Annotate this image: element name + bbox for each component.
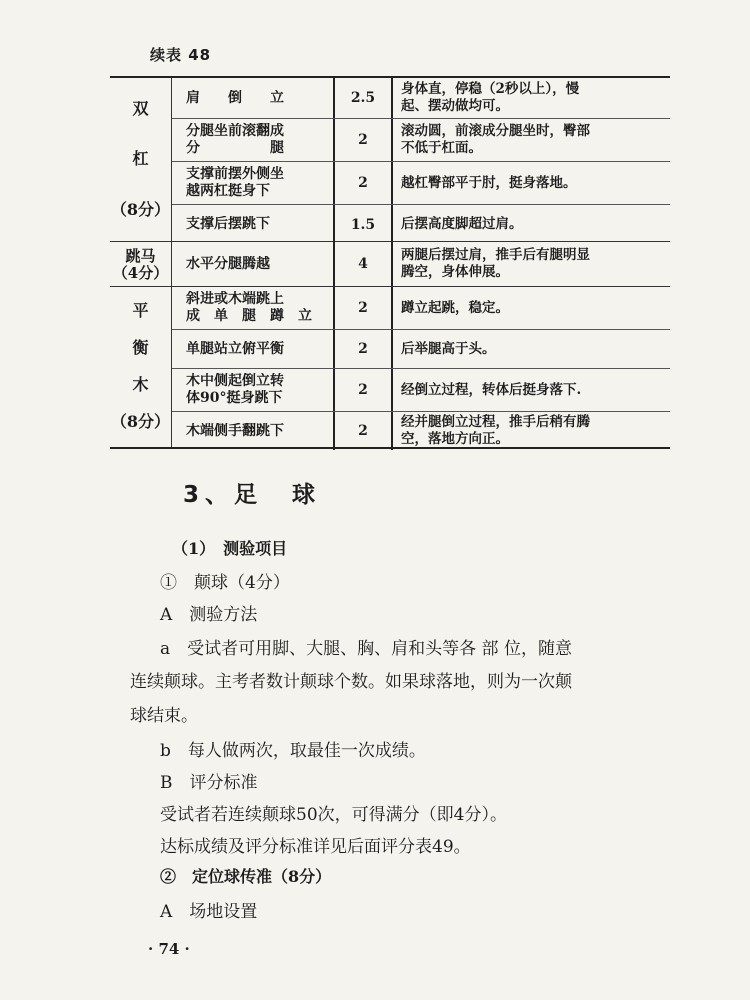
- score-cell: 2: [335, 119, 393, 161]
- item-name-cell: [172, 369, 335, 411]
- table-row: [172, 368, 670, 411]
- item-name-line: 斜进或木端跳上: [186, 291, 284, 307]
- item-name-line: 木端侧手翻跳下: [186, 422, 284, 439]
- requirement-cell: [393, 162, 670, 204]
- item-heading: ② 定位球传准（8分）: [160, 867, 332, 886]
- requirement-line: 后举腿高于头。: [401, 340, 496, 357]
- item-name-line: 水平分腿腾越: [186, 255, 270, 272]
- requirement-cell: [393, 119, 670, 161]
- item-name-cell: [172, 412, 335, 450]
- group-label: [110, 287, 172, 447]
- score-cell: 1.5: [335, 205, 393, 244]
- group-label-part: 衡: [132, 338, 149, 358]
- requirement-line: 蹲立起跳，稳定。: [401, 299, 509, 316]
- group-label: [110, 242, 172, 286]
- item-name-cell: [172, 205, 335, 244]
- scoring-table: [110, 76, 670, 449]
- method-heading: A 测验方法: [160, 605, 258, 625]
- score-cell: 2: [335, 369, 393, 411]
- group-label-part: 双: [132, 98, 149, 118]
- continuation-title: 续表 48: [150, 46, 212, 64]
- table-row: [172, 161, 670, 204]
- requirement-cell: [393, 369, 670, 411]
- group-label-part: （8分）: [110, 199, 171, 219]
- requirement-line: 腾空，身体伸展。: [401, 264, 509, 280]
- score-cell: 2: [335, 162, 393, 204]
- item-name-cell: [172, 242, 335, 286]
- table-row: [172, 78, 670, 118]
- group-label-part: 平: [132, 301, 149, 321]
- requirement-line: 身体直，停稳（2秒以上），慢: [401, 81, 580, 97]
- requirement-line: 两腿后摆过肩，推手后有腿明显: [401, 247, 590, 263]
- table-row: [172, 118, 670, 161]
- item-name-line: 体90°挺身跳下: [186, 390, 283, 406]
- item-name-cell: [172, 162, 335, 204]
- item-name-line: 肩 倒 立: [186, 89, 284, 106]
- score-cell: 2: [335, 412, 393, 450]
- item-name-line: 分 腿: [186, 140, 284, 156]
- item-name-cell: [172, 119, 335, 161]
- paragraph-line: b 每人做两次，取最佳一次成绩。: [160, 741, 426, 761]
- table-group-vault: [110, 241, 670, 286]
- requirement-line: 后摆高度脚超过肩。: [401, 216, 523, 232]
- page-number: · 74 ·: [148, 940, 190, 958]
- table-group-balance-beam: [110, 286, 670, 447]
- item-name-line: 支撑前摆外侧坐: [186, 166, 284, 182]
- score-cell: 4: [335, 242, 393, 286]
- scoring-heading: B 评分标准: [160, 773, 258, 793]
- score-cell: 2: [335, 287, 393, 329]
- table-row: [172, 287, 670, 329]
- score-cell: 2.5: [335, 78, 393, 118]
- requirement-line: 经并腿倒立过程，推手后稍有腾: [401, 414, 590, 430]
- item-name-line: 木中侧起倒立转: [186, 373, 284, 389]
- requirement-cell: [393, 78, 670, 118]
- item-name-line: 单腿站立俯平衡: [186, 340, 284, 357]
- table-row: [172, 204, 670, 244]
- group-label-part: （8分）: [110, 412, 171, 432]
- table-row: [172, 411, 670, 450]
- table-row: [172, 329, 670, 368]
- score-cell: 2: [335, 330, 393, 368]
- item-name-cell: [172, 78, 335, 118]
- group-label-part: 木: [132, 375, 149, 395]
- group-label-part: （4分）: [112, 264, 169, 283]
- item-name-line: 支撑后摆跳下: [186, 216, 270, 232]
- field-setup-heading: A 场地设置: [160, 902, 258, 922]
- item-name-cell: [172, 287, 335, 329]
- item-name-line: 成 单 腿 蹲 立: [186, 308, 312, 324]
- item-name-cell: [172, 330, 335, 368]
- paragraph-line: 达标成绩及评分标准详见后面评分表49。: [160, 837, 471, 857]
- item-name-line: 越两杠挺身下: [186, 183, 270, 199]
- requirement-cell: [393, 412, 670, 450]
- group-label: [110, 78, 172, 241]
- item-name-line: 分腿坐前滚翻成: [186, 123, 284, 139]
- item-heading: ① 颠球（4分）: [160, 573, 290, 593]
- requirement-line: 空，落地方向正。: [401, 431, 509, 447]
- requirement-cell: [393, 330, 670, 368]
- requirement-cell: [393, 242, 670, 286]
- group-label-part: 杠: [132, 149, 149, 169]
- requirement-cell: [393, 287, 670, 329]
- paragraph-line: 球结束。: [130, 706, 198, 726]
- requirement-line: 经倒立过程，转体后挺身落下.: [401, 381, 582, 398]
- table-row: [172, 242, 670, 286]
- subsection-heading: （1） 测验项目: [172, 539, 288, 558]
- group-label-part: 跳马: [125, 247, 156, 265]
- table-group-parallel-bars: [110, 78, 670, 241]
- paragraph-line: 受试者若连续颠球50次，可得满分（即4分）。: [160, 805, 507, 825]
- requirement-line: 越杠臀部平于肘，挺身落地。: [401, 174, 577, 191]
- requirement-line: 滚动圆，前滚成分腿坐时，臀部: [401, 123, 590, 139]
- paragraph-line: 连续颠球。主考者数计颠球个数。如果球落地，则为一次颠: [130, 672, 572, 692]
- requirement-cell: [393, 205, 670, 244]
- requirement-line: 起、摆动做均可。: [401, 98, 509, 114]
- section-heading: 3、足 球: [183, 482, 322, 508]
- requirement-line: 不低于杠面。: [401, 140, 482, 156]
- paragraph-line: a 受试者可用脚、大腿、胸、肩和头等各 部 位，随意: [160, 639, 572, 659]
